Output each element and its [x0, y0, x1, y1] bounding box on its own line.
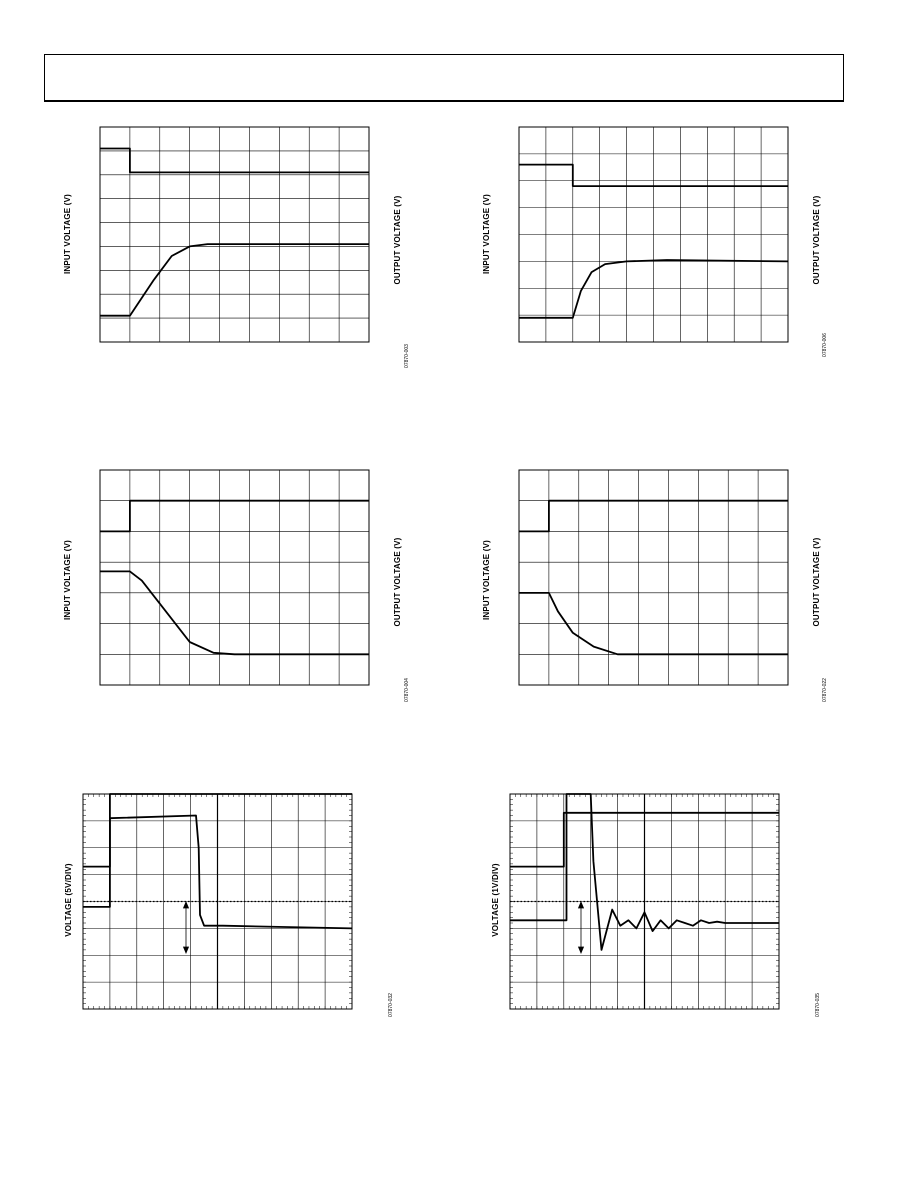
- figure-id-label: 07870-035: [815, 993, 821, 1017]
- series-line-2: [100, 244, 369, 316]
- plot-frame: [100, 470, 369, 685]
- figure-id-label: 07870-032: [388, 993, 394, 1017]
- figure-voltage-plot-6: [491, 794, 821, 1017]
- figure-voltage-plot-5: [64, 794, 394, 1017]
- y-axis-label-right: OUTPUT VOLTAGE (V): [812, 195, 821, 285]
- y-axis-label-left: VOLTAGE (1V/DIV): [491, 863, 500, 937]
- plot-grid: [100, 470, 369, 685]
- plot-grid: [519, 470, 788, 685]
- series-line-2: [100, 571, 369, 654]
- series-line-1: [519, 501, 788, 532]
- plot-frame: [100, 127, 369, 342]
- series-line-1: [100, 149, 369, 173]
- figure-input-output-plot-4: [482, 470, 828, 702]
- figure-id-label: 07870-022: [822, 678, 828, 702]
- plot-frame: [519, 470, 788, 685]
- measurement-arrow: [579, 902, 584, 953]
- y-axis-label-left: VOLTAGE (5V/DIV): [64, 863, 73, 937]
- plot-grid: [100, 127, 369, 342]
- y-axis-label-left: INPUT VOLTAGE (V): [482, 540, 491, 620]
- figure-input-output-plot-3: [63, 470, 410, 702]
- y-axis-label-right: OUTPUT VOLTAGE (V): [393, 537, 402, 627]
- figure-id-label: 07870-006: [822, 333, 828, 357]
- figure-input-output-plot-1: [63, 127, 410, 368]
- y-axis-label-left: INPUT VOLTAGE (V): [63, 540, 72, 620]
- plot-grid: [519, 127, 788, 342]
- figure-id-label: 07870-003: [404, 344, 410, 368]
- measurement-arrow: [184, 902, 189, 953]
- y-axis-label-left: INPUT VOLTAGE (V): [63, 194, 72, 274]
- figure-id-label: 07870-004: [404, 678, 410, 702]
- y-axis-label-right: OUTPUT VOLTAGE (V): [393, 195, 402, 285]
- y-axis-label-left: INPUT VOLTAGE (V): [482, 194, 491, 274]
- figure-input-output-plot-2: [482, 127, 828, 357]
- series-line-1: [100, 501, 369, 532]
- y-axis-label-right: OUTPUT VOLTAGE (V): [812, 537, 821, 627]
